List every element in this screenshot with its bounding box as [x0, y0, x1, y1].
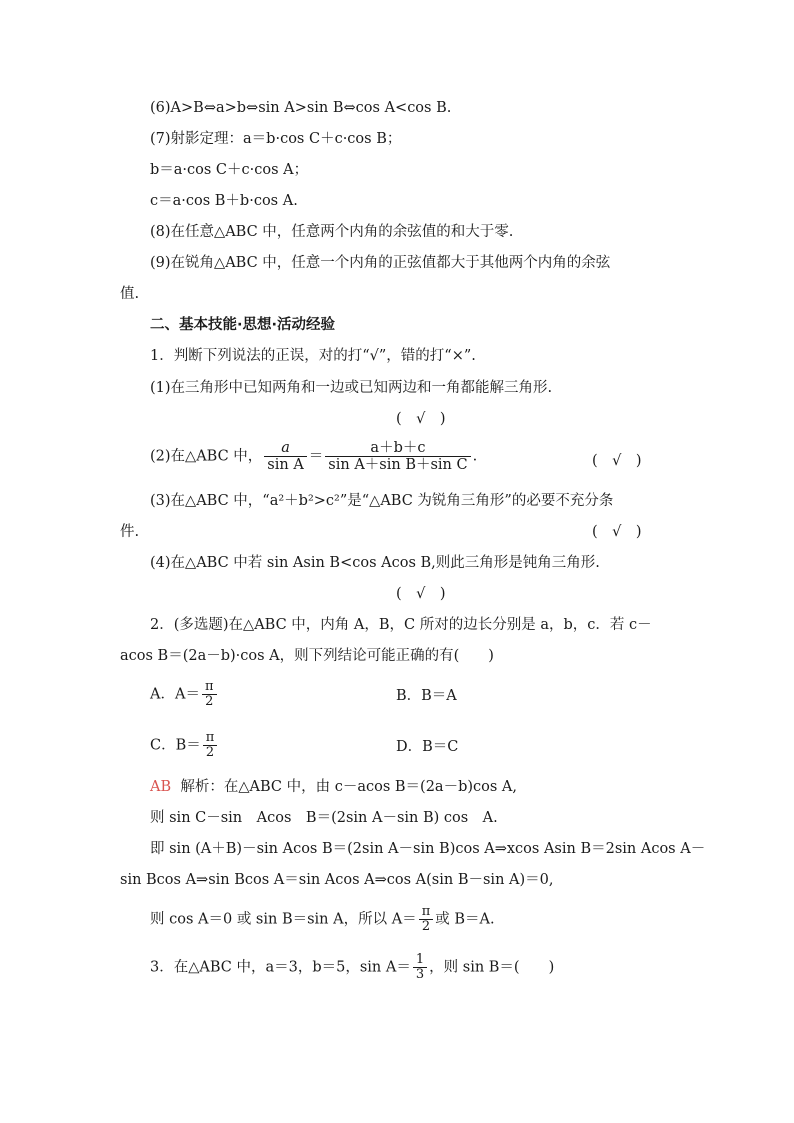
fraction-pi-over-2: $\frac{\pi}{2}$ — [419, 905, 434, 934]
question-3: 3．在△ABC 中，a＝3，b＝5，sin A＝ $\frac{1}{3}$ ，则 sin B＝( ) — [150, 952, 555, 982]
question-1: 1．判断下列说法的正误，对的打“√”，错的打“×”. — [150, 348, 476, 364]
property-6: (6)A>B⇔a>b⇔sin A>sin B⇔cos A<cos B. — [150, 100, 452, 116]
question-1-item-4: (4)在△ABC 中若 sin Asin B<cos Acos B,则此三角形是钝角三角形. — [150, 555, 600, 571]
fraction-pi-over-2: $\frac{\pi}{2}$ — [203, 731, 218, 760]
question-1-item-1: (1)在三角形中已知两角和一边或已知两边和一角都能解三角形. — [150, 380, 553, 396]
question-2-line2: acos B＝(2a－b)·cos A，则下列结论可能正确的有( ) — [120, 648, 494, 664]
property-9-line2: 值. — [120, 286, 140, 302]
fraction-pi-over-2: $\frac{\pi}{2}$ — [202, 680, 217, 709]
option-a: A．A＝ $\frac{\pi}{2}$ — [150, 680, 219, 709]
solution-line4: 则 cos A＝0 或 sin B＝sin A，所以 A＝ $\frac{\pi}{2}$ 或 B＝A. — [150, 904, 495, 934]
property-7-line2: b＝a·cos C＋c·cos A； — [150, 162, 309, 178]
solution-line1: AB 解析：在△ABC 中，由 c－acos B＝(2a－b)cos A, — [150, 779, 517, 795]
option-b: B．B＝A — [396, 688, 457, 704]
property-7-line1: (7)射影定理：a＝b·cos C＋c·cos B； — [150, 131, 402, 147]
answer-mark-1: ( √ ) — [396, 411, 446, 427]
question-1-item-3-line1: (3)在△ABC 中，“a²＋b²>c²”是“△ABC 为锐角三角形”的必要不充分条 — [150, 493, 614, 509]
answer-mark-4: ( √ ) — [396, 586, 446, 602]
fraction-sum: $\frac{a+b+c}{\text{sin A＋sin B＋sin C}}$ — [325, 440, 470, 473]
option-d: D．B＝C — [396, 739, 459, 755]
solution-line2: 则 sin C－sin Acos B＝(2sin A－sin B) cos A. — [150, 810, 498, 826]
question-1-item-2: (2)在△ABC 中， $\frac{a}{\text{sin A}}$ ＝ $\frac{a+b+c}{\text{sin A＋sin B＋sin C}}$ . — [150, 440, 478, 473]
property-8: (8)在任意△ABC 中，任意两个内角的余弦值的和大于零. — [150, 224, 514, 240]
question-2-line1: 2．(多选题)在△ABC 中，内角 A，B，C 所对的边长分别是 a，b，c．若 c－ — [150, 617, 652, 633]
section-heading: 二、基本技能·思想·活动经验 — [150, 317, 336, 333]
solution-line3b: sin Bcos A⇒sin Bcos A＝sin Acos A⇒cos A(sin B－sin A)＝0, — [120, 872, 554, 888]
solution-line3a: 即 sin (A＋B)－sin Acos B＝(2sin A－sin B)cos A⇒xcos Asin B＝2sin Acos A－ — [150, 841, 706, 857]
option-c: C．B＝ $\frac{\pi}{2}$ — [150, 731, 219, 760]
fraction-a-over-sinA: $\frac{a}{\text{sin A}}$ — [264, 440, 307, 473]
answer-label: AB — [150, 779, 172, 795]
property-9-line1: (9)在锐角△ABC 中，任意一个内角的正弦值都大于其他两个内角的余弦 — [150, 255, 611, 271]
property-7-line3: c＝a·cos B＋b·cos A. — [150, 193, 298, 209]
question-1-item-3-line2: 件. — [120, 524, 140, 540]
answer-mark-2: ( √ ) — [592, 453, 642, 469]
item-2-prefix: (2)在△ABC 中， — [150, 448, 263, 465]
fraction-1-over-3: $\frac{1}{3}$ — [413, 953, 427, 982]
answer-mark-3: ( √ ) — [592, 524, 642, 540]
